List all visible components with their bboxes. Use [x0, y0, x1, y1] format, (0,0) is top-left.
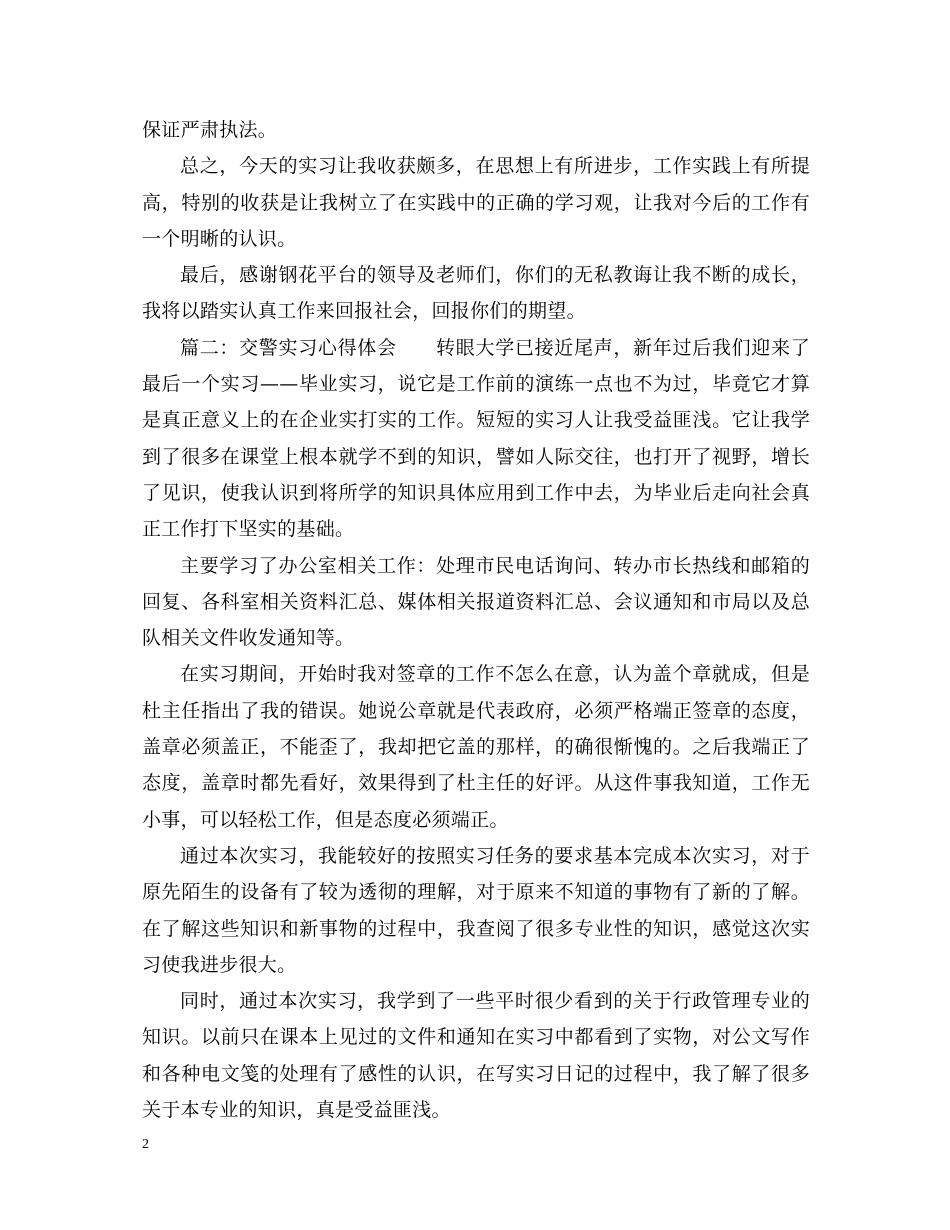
paragraph-continuation: 保证严肃执法。 — [142, 119, 278, 141]
document-body — [142, 112, 810, 1128]
paragraph-office-work: 主要学习了办公室相关工作：处理市民电话询问、转办市长热线和邮箱的回复、各科室相关资料汇总、媒体相关报道资料汇总、会议通知和市局以及总队相关文件收发通知等。 — [142, 554, 810, 650]
paragraph-summary: 总之，今天的实习让我收获颇多，在思想上有所进步，工作实践上有所提高，特别的收获是让我树立了在实践中的正确的学习观，让我对今后的工作有一个明晰的认识。 — [142, 155, 810, 250]
paragraph-internship-result: 通过本次实习，我能较好的按照实习任务的要求基本完成本次实习，对于原先陌生的设备有了较为透彻的理解，对于原来不知道的事物有了新的了解。在了解这些知识和新事物的过程中，我查阅了很多专业性的知识，感觉这次实习使我进步很大。 — [142, 844, 810, 976]
paragraph-stamp-lesson: 在实习期间，开始时我对签章的工作不怎么在意，认为盖个章就成，但是杜主任指出了我的错误。她说公章就是代表政府，必须严格端正签章的态度，盖章必须盖正，不能歪了，我却把它盖的那样，的确很惭愧的。之后我端正了态度，盖章时都先看好，效果得到了杜主任的好评。从这件事我知道，工作无小事，可以轻松工作，但是态度必须端正。 — [142, 663, 810, 831]
paragraph-part-two: 篇二：交警实习心得体会 转眼大学已接近尾声，新年过后我们迎来了最后一个实习——毕业实习，说它是工作前的演练一点也不为过，毕竟它才算是真正意义上的在企业实打实的工作。短短的实习人让我受益匪浅。它让我学到了很多在课堂上根本就学不到的知识，譬如人际交往，也打开了视野，增长了见识，使我认识到将所学的知识具体应用到工作中去，为毕业后走向社会真正工作打下坚实的基础。 — [142, 336, 810, 541]
paragraph-thanks: 最后，感谢钢花平台的领导及老师们，你们的无私教诲让我不断的成长，我将以踏实认真工作来回报社会，回报你们的期望。 — [142, 264, 810, 323]
page-number: 2 — [142, 1137, 149, 1152]
paragraph-knowledge-gained: 同时，通过本次实习，我学到了一些平时很少看到的关于行政管理专业的知识。以前只在课本上见过的文件和通知在实习中都看到了实物，对公文写作和各种电文笺的处理有了感性的认识，在写实习日记的过程中，我了解了很多关于本专业的知识，真是受益匪浅。 — [142, 990, 810, 1122]
